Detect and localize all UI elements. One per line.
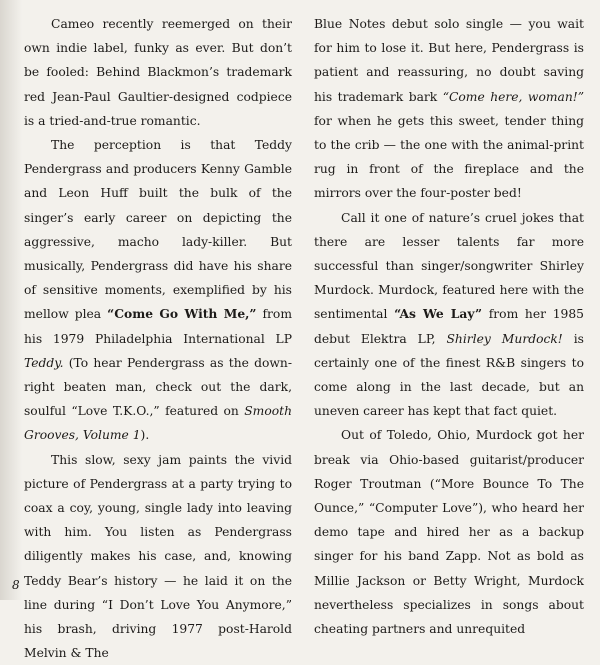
album-title-italic: Shirley Murdock! (446, 331, 563, 346)
song-title-bold: “Come Go With Me,” (107, 306, 257, 322)
paragraph-text: is certainly one of the finest R&B singers to come along in the last decade, but an uneven career has kept that fact quiet. (314, 331, 584, 419)
paragraph-shirley-murdock (314, 206, 584, 424)
page-edge-shadow (0, 0, 22, 600)
paragraph-text: for when he gets this sweet, tender thing to the crib — the one with the animal-print rug in front of the fireplace and the mirrors over the four-poster bed! (314, 113, 584, 201)
quote-italic: “Come here, woman!” (442, 89, 584, 104)
paragraph-text: from his 1979 Philadelphia International LP (24, 307, 293, 346)
paragraph-cameo (24, 12, 292, 133)
album-title-italic: Teddy. (24, 355, 64, 370)
compilation-title-italic: Smooth Grooves, Volume 1 (24, 404, 292, 443)
song-title-bold: “As We Lay” (394, 306, 483, 322)
left-column (24, 12, 292, 665)
paragraph-text: Blue Notes debut solo single — you wait for him to lose it. But here, Pendergrass is patient and reassuring, no doubt saving his trademark bark (314, 17, 584, 104)
paragraph-pendergrass-perception (24, 133, 292, 448)
paragraph-text: This slow, sexy jam paints the vivid picture of Pendergrass at a party trying to coax a coy, young, single lady into leaving with him. You listen as Pendergrass diligently makes his case, and, knowing Teddy Bear’s history — he laid it on the line during “I Don’t Love You Anymore,” his brash, driving 1977 post-Harold Melvin & The (24, 452, 292, 661)
paragraph-slow-sexy-jam (24, 448, 292, 665)
paragraph-toledo-ohio (314, 423, 584, 641)
paragraph-blue-notes-continued (314, 12, 584, 206)
paragraph-text: Call it one of nature’s cruel jokes that there are lesser talents far more successful than singer/songwriter Shirley Murdock. Murdock, featured here with the sentimental (314, 210, 584, 322)
paragraph-text: The perception is that Teddy Pendergrass and producers Kenny Gamble and Leon Huff built the bulk of the singer’s early career on depicting the aggressive, macho lady-killer. But musically, Pendergrass did have his share of sensitive moments, exemplified by his mellow plea (24, 138, 292, 322)
paragraph-text: Cameo recently reemerged on their own indie label, funky as ever. But don’t be fooled: Behind Blackmon’s trademark red Jean-Paul Gaultier-designed codpiece is a tried-and-true romantic. (24, 17, 292, 128)
right-column (314, 12, 584, 641)
paragraph-text: Out of Toledo, Ohio, Murdock got her break via Ohio-based guitarist/producer Roger Troutman (“More Bounce To The Ounce,” “Computer Love”), who heard her demo tape and hired her as a backup singer for his band Zapp. Not as bold as Millie Jackson or Betty Wright, Murdock nevertheless specializes in songs about cheating partners and unrequited (314, 428, 584, 637)
paragraph-text: from her 1985 debut Elektra LP, (314, 307, 584, 346)
paragraph-text: (To hear Pendergrass as the down-right beaten man, check out the dark, soulful “Love T.K.O.,” featured on (24, 355, 292, 419)
page-number: 8 (12, 578, 20, 592)
paragraph-text: ). (140, 428, 150, 443)
